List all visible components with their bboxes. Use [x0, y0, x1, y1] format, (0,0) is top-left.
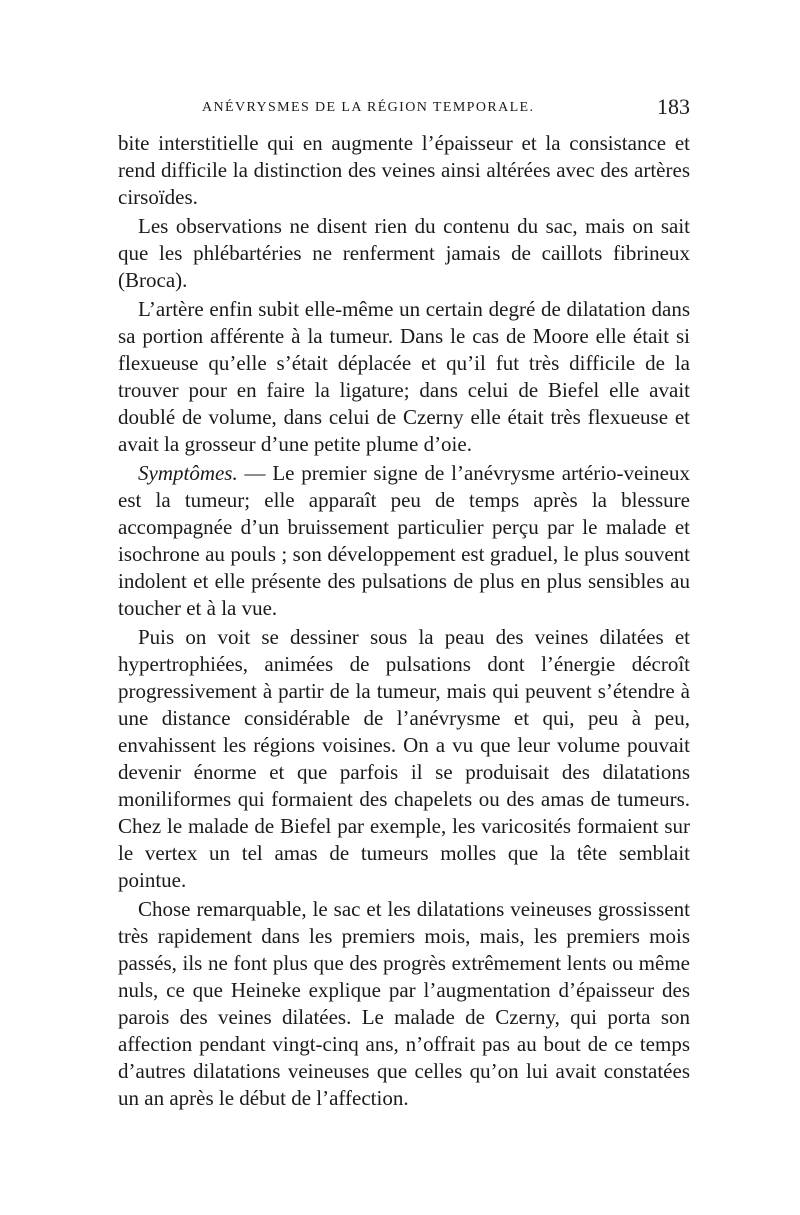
paragraph-5: Puis on voit se dessiner sous la peau des veines dilatées et hypertrophiées, animées de pulsations dont l’énergie décroît progressivement à partir de la tumeur, mais qui peuvent s’étendre à une distance considérable de l’anévrysme et qui, peu à peu, envahissent les régions voisines. On a vu que leur volume pouvait devenir énorme et que parfois il se produisait des dilatations moniliformes qui formaient des chapelets ou des amas de tumeurs. Chez le malade de Biefel par exemple, les varicosités formaient sur le vertex un tel amas de tumeurs molles que la tête semblait pointue. — [118, 625, 690, 892]
running-title: ANÉVRYSMES DE LA RÉGION TEMPORALE. — [202, 100, 535, 115]
paragraph-4 — [118, 460, 690, 622]
section-heading-symptomes: Symptômes. — [138, 461, 238, 485]
running-head — [118, 96, 690, 120]
paragraph-4-text: — Le premier signe de l’anévrysme artério-veineux est la tumeur; elle apparaît peu de temps après la blessure accompagnée d’un bruissement particulier perçu par le malade et isochrone au pouls ; son développement est graduel, le plus souvent indolent et elle présente des pulsations de plus en plus sensibles au toucher et à la vue. — [118, 461, 690, 620]
paragraph-1: bite interstitielle qui en augmente l’épaisseur et la consistance et rend difficile la distinction des veines ainsi altérées avec des artères cirsoïdes. — [118, 131, 690, 209]
body-text — [118, 130, 690, 1114]
paragraph-2: Les observations ne disent rien du contenu du sac, mais on sait que les phlébartéries ne renferment jamais de caillots fibrineux (Broca). — [118, 214, 690, 292]
paragraph-3: L’artère enfin subit elle-même un certain degré de dilatation dans sa portion afférente à la tumeur. Dans le cas de Moore elle était si flexueuse qu’elle s’était déplacée et qu’il fut très difficile de la trouver pour en faire la ligature; dans celui de Biefel elle avait doublé de volume, dans celui de Czerny elle était très flexueuse et avait la grosseur d’une petite plume d’oie. — [118, 297, 690, 456]
paragraph-6: Chose remarquable, le sac et les dilatations veineuses grossissent très rapidement dans les premiers mois, mais, les premiers mois passés, ils ne font plus que des progrès extrêmement lents ou même nuls, ce que Heineke explique par l’augmentation d’épaisseur des parois des veines dilatées. Le malade de Czerny, qui porta son affection pendant vingt-cinq ans, n’offrait pas au bout de ce temps d’autres dilatations veineuses que celles qu’on lui avait constatées un an après le début de l’affection. — [118, 897, 690, 1110]
page-number: 183 — [657, 94, 690, 119]
